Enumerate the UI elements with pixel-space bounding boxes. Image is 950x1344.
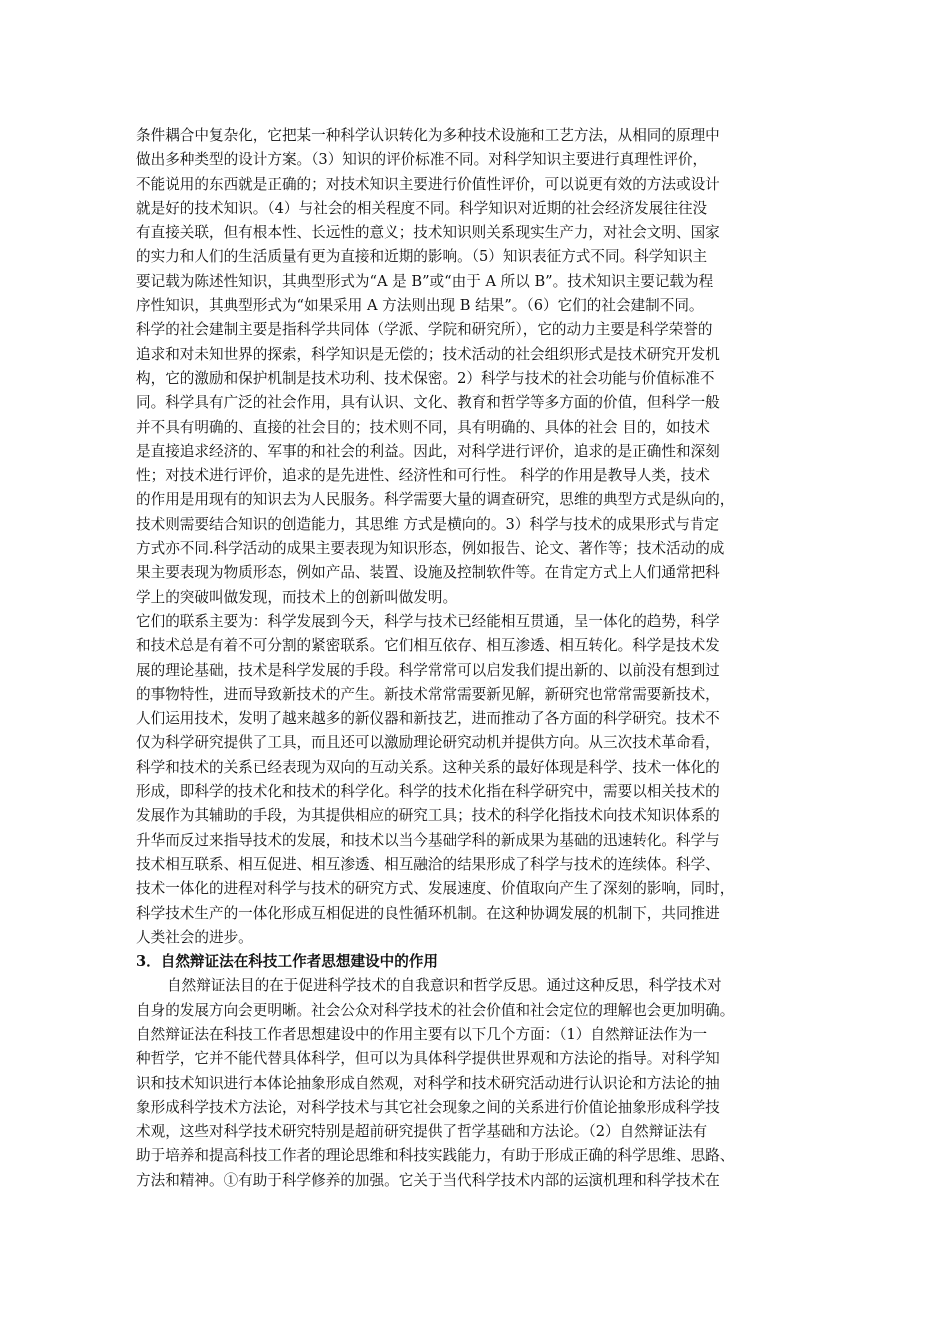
text-line: 就是好的技术知识。（4）与社会的相关程度不同。科学知识对近期的社会经济发展往往没 [136,199,708,217]
text-line: 不能说用的东西就是正确的；对技术知识主要进行价值性评价，可以说更有效的方法或设计 [136,175,720,193]
text-line: 自然辩证法在科技工作者思想建设中的作用主要有以下几个方面：（1）自然辩证法作为一 [136,1025,708,1043]
text-line: 技术一体化的进程对科学与技术的研究方式、发展速度、价值取向产生了深刻的影响，同时， [136,880,735,898]
text-line: 性；对技术进行评价，追求的是先进性、经济性和可行性。 科学的作用是教导人类，技术 [136,467,710,485]
text-line: 的作用是用现有的知识去为人民服务。科学需要大量的调查研究，思维的典型方式是纵向的， [136,491,735,509]
text-line: 助于培养和提高科技工作者的理论思维和科技实践能力，有助于形成正确的科学思维、思路、 [136,1147,735,1165]
text-line: 果主要表现为物质形态，例如产品、装置、设施及控制软件等。在肯定方式上人们通常把科 [136,564,720,582]
text-line: 是直接追求经济的、军事的和社会的利益。因此，对科学进行评价，追求的是正确性和深刻 [136,442,720,460]
text-line: 条件耦合中复杂化，它把某一种科学认识转化为多种技术设施和工艺方法，从相同的原理中 [136,127,720,144]
text-line: 象形成科学技术方法论，对科学技术与其它社会现象之间的关系进行价值论抽象形成科学技 [136,1098,720,1116]
text-line: 学上的突破叫做发现，而技术上的创新叫做发明。 [136,588,458,606]
text-line: 技术相互联系、相互促进、相互渗透、相互融洽的结果形成了科学与技术的连续体。科学、 [136,855,720,873]
text-line: 序性知识，其典型形式为“如果采用 A 方法则出现 B 结果”。（6）它们的社会建制不同。 [136,297,704,315]
text-line: 升华而反过来指导技术的发展，和技术以当今基础学科的新成果为基础的迅速转化。科学与 [136,831,720,849]
text-line: 自然辩证法目的在于促进科学技术的自我意识和哲学反思。通过这种反思，科学技术对 [167,977,722,995]
text-line: 科学的社会建制主要是指科学共同体（学派、学院和研究所），它的动力主要是科学荣誉的 [136,321,713,339]
text-line: 它们的联系主要为：科学发展到今天，科学与技术已经能相互贯通，呈一体化的趋势，科学 [136,612,720,630]
section-heading: 3．自然辩证法在科技工作者思想建设中的作用 [136,953,439,971]
text-line: 人类社会的进步。 [136,928,253,946]
text-line: 术观，这些对科学技术研究特别是超前研究提供了哲学基础和方法论。（2）自然辩证法有 [136,1123,708,1141]
text-line: 技术则需要结合知识的创造能力，其思维 方式是横向的。3）科学与技术的成果形式与肯定 [136,515,720,533]
text-line: 同。科学具有广泛的社会作用，具有认识、文化、教育和哲学等多方面的价值，但科学一般 [136,394,720,412]
text-line: 科学和技术的关系已经表现为双向的互动关系。这种关系的最好体现是科学、技术一体化的 [136,758,720,776]
text-line: 识和技术知识进行本体论抽象形成自然观，对科学和技术研究活动进行认识论和方法论的抽 [136,1074,720,1092]
text-line: 仅为科学研究提供了工具，而且还可以激励理论研究动机并提供方向。从三次技术革命看， [136,734,720,752]
text-line: 并不具有明确的、直接的社会目的；技术则不同，具有明确的、具体的社会 目的，如技术 [136,418,710,436]
text-line: 人们运用技术，发明了越来越多的新仪器和新技艺，进而推动了各方面的科学研究。技术不 [136,710,720,728]
text-line: 构，它的激励和保护机制是技术功利、技术保密。2）科学与技术的社会功能与价值标准不 [136,369,715,387]
text-line: 形成，即科学的技术化和技术的科学化。科学的技术化指在科学研究中，需要以相关技术的 [136,783,720,801]
text-line: 要记载为陈述性知识，其典型形式为“A 是 B”或“由于 A 所以 B”。技术知识主要记载为程 [136,272,714,290]
text-line: 和技术总是有着不可分割的紧密联系。它们相互依存、相互渗透、相互转化。科学是技术发 [136,637,720,655]
text-line: 展的理论基础，技术是科学发展的手段。科学常常可以启发我们提出新的、以前没有想到过 [136,661,720,679]
text-line: 自身的发展方向会更明晰。社会公众对科学技术的社会价值和社会定位的理解也会更加明确。 [136,1001,735,1019]
text-line: 做出多种类型的设计方案。（3）知识的评价标准不同。对科学知识主要进行真理性评价， [136,151,708,169]
text-line: 方式亦不同.科学活动的成果主要表现为知识形态，例如报告、论文、著作等；技术活动的成 [136,540,725,558]
text-line: 的实力和人们的生活质量有更为直接和近期的影响。（5）知识表征方式不同。科学知识主 [136,248,708,266]
text-line: 方法和精神。①有助于科学修养的加强。它关于当代科学技术内部的运演机理和科学技术在 [136,1171,720,1189]
text-line: 发展作为其辅助的手段，为其提供相应的研究工具；技术的科学化指技术向技术知识体系的 [136,807,720,825]
text-line: 的事物特性，进而导致新技术的产生。新技术常常需要新见解，新研究也常常需要新技术， [136,685,720,703]
text-line: 科学技术生产的一体化形成互相促进的良性循环机制。在这种协调发展的机制下，共同推进 [136,904,720,922]
text-line: 种哲学，它并不能代替具体科学，但可以为具体科学提供世界观和方法论的指导。对科学知 [136,1050,720,1068]
text-line: 有直接关联，但有根本性、长远性的意义；技术知识则关系现实生产力，对社会文明、国家 [136,224,720,242]
text-line: 追求和对未知世界的探索，科学知识是无偿的；技术活动的社会组织形式是技术研究开发机 [136,345,720,363]
document-body [136,124,818,1193]
